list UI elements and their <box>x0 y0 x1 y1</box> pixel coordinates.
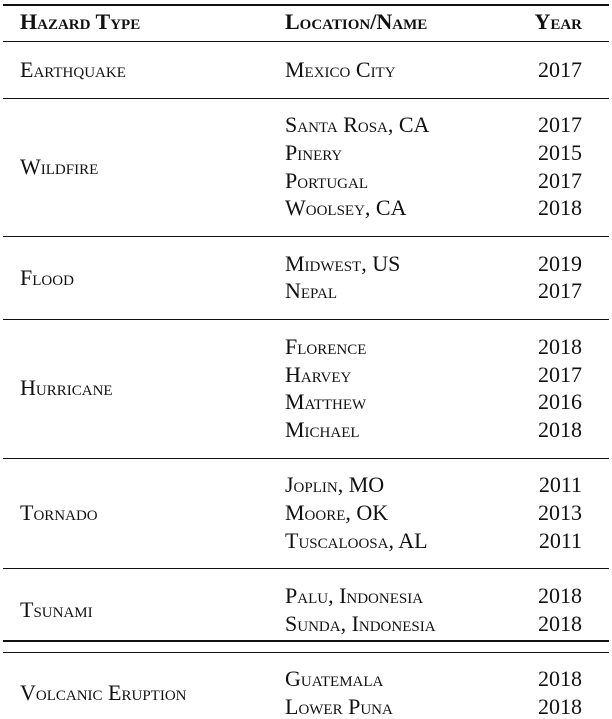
location-cell: Santa Rosa, CA <box>285 112 430 138</box>
group-separator-rule <box>3 652 609 653</box>
location-cell: Florence <box>285 334 367 359</box>
year-cell: 2018 <box>538 694 582 719</box>
group-separator-rule <box>3 568 609 569</box>
year-cell: 2018 <box>538 416 582 442</box>
location-cell: Nepal <box>285 278 338 304</box>
location-cell: Michael <box>285 416 360 442</box>
location-cell: Moore, OK <box>285 500 389 525</box>
year-cell: 2013 <box>538 500 582 525</box>
year-cell: 2011 <box>538 472 582 498</box>
hazard-type-cell: Wildfire <box>20 153 99 179</box>
location-cell: Guatemala <box>285 666 384 692</box>
table-bottom-rule <box>3 640 609 642</box>
location-cell: Tuscaloosa, AL <box>285 527 428 553</box>
header-rule <box>3 41 609 42</box>
group-separator-rule <box>3 458 609 459</box>
group-separator-rule <box>3 319 609 320</box>
location-cell: Harvey <box>285 361 352 387</box>
location-cell: Joplin, MO <box>285 472 385 498</box>
hazard-type-cell: Tornado <box>20 500 98 525</box>
hazard-type-cell: Flood <box>20 264 74 290</box>
location-cell: Woolsey, CA <box>285 195 407 221</box>
location-cell: Lower Puna <box>285 694 393 719</box>
year-cell: 2018 <box>538 583 582 609</box>
location-cell: Mexico City <box>285 56 396 82</box>
hazard-type-cell: Hurricane <box>20 375 113 401</box>
year-cell: 2018 <box>538 666 582 692</box>
year-cell: 2019 <box>538 250 582 276</box>
year-cell: 2017 <box>538 112 582 138</box>
location-cell: Portugal <box>285 167 368 193</box>
header-year: Year <box>534 9 582 34</box>
group-separator-rule <box>3 236 609 237</box>
year-cell: 2016 <box>538 389 582 415</box>
year-cell: 2018 <box>538 610 582 636</box>
location-cell: Matthew <box>285 389 367 415</box>
year-cell: 2018 <box>538 195 582 221</box>
year-cell: 2017 <box>538 56 582 82</box>
location-cell: Palu, Indonesia <box>285 583 424 609</box>
location-cell: Sunda, Indonesia <box>285 610 436 636</box>
location-cell: Midwest, US <box>285 250 401 276</box>
header-location: Location/Name <box>285 9 428 34</box>
year-cell: 2017 <box>538 278 582 304</box>
hazard-type-cell: Tsunami <box>20 597 93 622</box>
group-separator-rule <box>3 98 609 99</box>
table-top-rule <box>3 4 609 6</box>
header-hazard-type: Hazard Type <box>20 9 141 34</box>
hazard-type-cell: Earthquake <box>20 56 126 82</box>
location-cell: Pinery <box>285 140 343 165</box>
hazard-type-cell: Volcanic Eruption <box>20 680 187 706</box>
year-cell: 2018 <box>538 334 582 359</box>
year-cell: 2015 <box>538 140 582 165</box>
year-cell: 2017 <box>538 167 582 193</box>
year-cell: 2017 <box>538 361 582 387</box>
year-cell: 2011 <box>538 527 582 553</box>
